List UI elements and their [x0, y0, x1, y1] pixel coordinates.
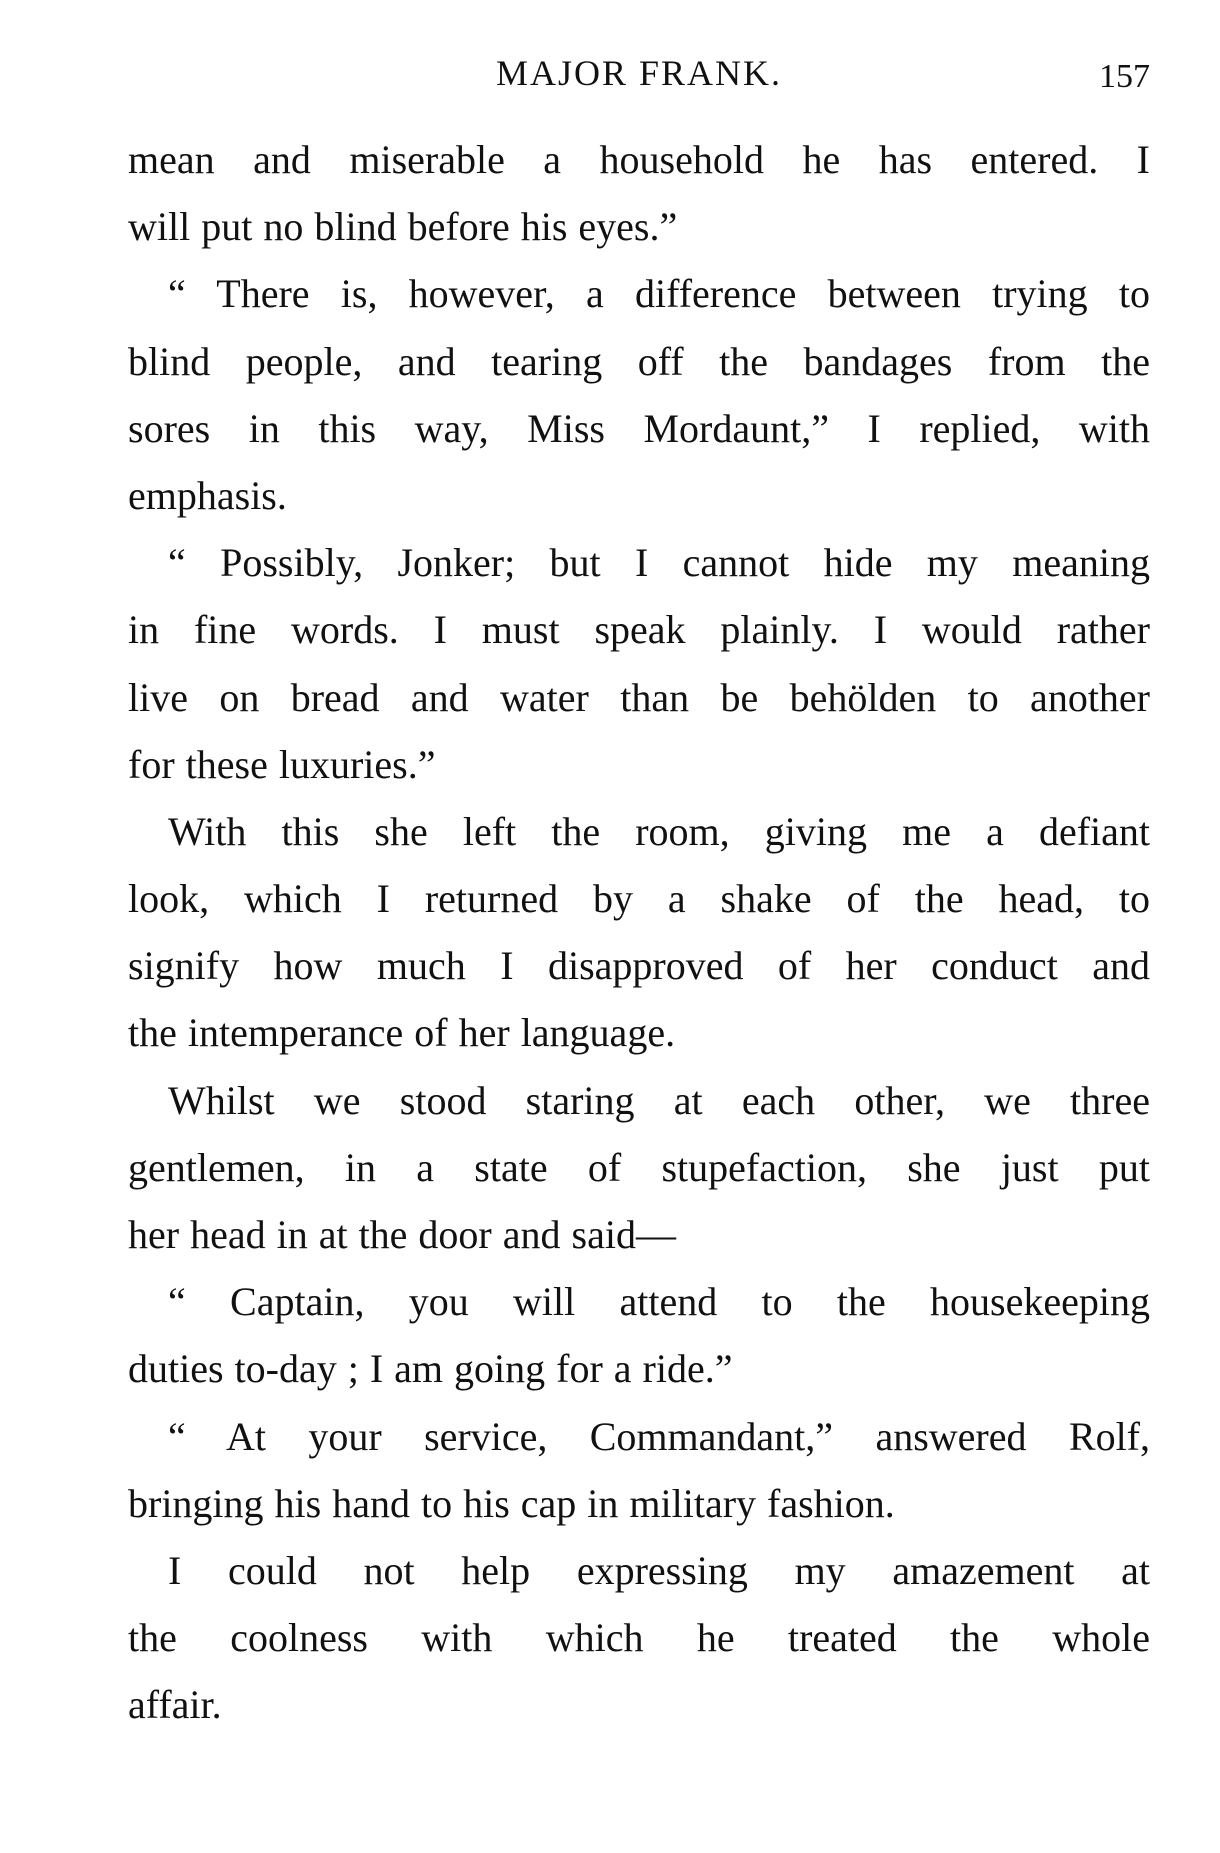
text-line: mean and miserable a household he has entered. I: [128, 137, 1150, 182]
text-line: the coolness with which he treated the whole: [128, 1615, 1150, 1661]
text-line: emphasis.: [128, 472, 287, 518]
text-line: affair.: [128, 1682, 222, 1728]
page-number: 157: [1099, 58, 1150, 95]
text-line: sores in this way, Miss Mordaunt,” I replied, with: [128, 405, 1150, 451]
text-line: “ At your service, Commandant,” answered Rolf,: [168, 1413, 1150, 1459]
text-line: With this she left the room, giving me a defiant: [168, 808, 1150, 854]
text-line: I could not help expressing my amazement at: [168, 1547, 1150, 1593]
text-line: blind people, and tearing off the bandages from the: [128, 338, 1150, 384]
text-line: signify how much I disapproved of her conduct and: [128, 943, 1150, 989]
running-title: MAJOR FRANK.: [495, 53, 783, 93]
text-line: look, which I returned by a shake of the head, to: [128, 876, 1150, 922]
text-line: “ There is, however, a difference between trying to: [168, 271, 1150, 317]
page-header: [128, 48, 1150, 98]
text-line: for these luxuries.”: [128, 741, 436, 787]
text-line: live on bread and water than be behölden to another: [128, 674, 1150, 720]
text-line: bringing his hand to his cap in military fashion.: [128, 1480, 895, 1526]
text-line: will put no blind before his eyes.”: [128, 204, 678, 250]
text-line: the intemperance of her language.: [128, 1010, 676, 1056]
text-line: duties to-day ; I am going for a ride.”: [128, 1346, 733, 1392]
text-line: “ Captain, you will attend to the housekeeping: [168, 1279, 1150, 1325]
text-line: gentlemen, in a state of stupefaction, she just put: [128, 1144, 1150, 1190]
text-line: “ Possibly, Jonker; but I cannot hide my meaning: [168, 540, 1150, 586]
text-line: Whilst we stood staring at each other, we three: [168, 1077, 1150, 1123]
text-line: her head in at the door and said—: [128, 1212, 676, 1257]
text-line: in fine words. I must speak plainly. I would rather: [128, 607, 1150, 653]
body-text: [128, 126, 1150, 1739]
